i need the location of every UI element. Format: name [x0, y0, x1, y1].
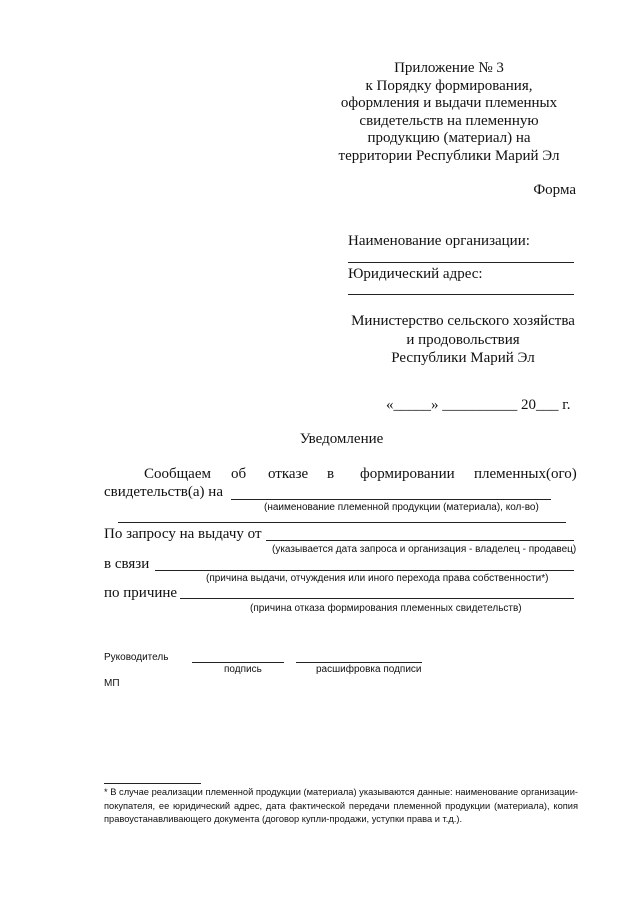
- product-field-continued[interactable]: [118, 522, 566, 523]
- annex-line: свидетельств на племенную: [359, 112, 539, 129]
- recipient-line: Республики Марий Эл: [391, 350, 535, 366]
- reason-label: по причине: [104, 585, 178, 601]
- hint-product: (наименование племенной продукции (материала), кол-во): [264, 502, 539, 513]
- organization-block: [348, 233, 530, 250]
- product-field[interactable]: [231, 499, 551, 500]
- request-label: По запросу на выдачу от: [104, 526, 262, 542]
- footnote-separator: [104, 783, 201, 784]
- signature-decode-field[interactable]: [296, 662, 422, 663]
- annex-line: оформления и выдачи племенных: [340, 95, 558, 111]
- para-word: Сообщаем: [144, 466, 211, 482]
- hint-relation: (причина выдачи, отчуждения или иного перехода права собственности*): [206, 573, 549, 584]
- document-title: Уведомление: [299, 431, 384, 447]
- reason-field[interactable]: [180, 598, 574, 599]
- annex-line: продукцию (материал) на: [367, 130, 531, 146]
- stamp-label: МП: [104, 678, 120, 689]
- recipient-block: [344, 312, 582, 368]
- relation-field[interactable]: [155, 570, 574, 571]
- organization-name-field[interactable]: [348, 262, 574, 263]
- date-line: «_____» __________ 20___ г.: [386, 397, 571, 413]
- legal-address-field[interactable]: [348, 294, 574, 295]
- recipient-line: Министерство сельского хозяйства: [351, 313, 575, 329]
- head-label: Руководитель: [104, 652, 169, 663]
- para-word: племенных(ого): [474, 466, 577, 482]
- signature-hint: подпись: [224, 664, 262, 675]
- decode-hint: расшифровка подписи: [316, 664, 422, 675]
- legal-address-label: Юридический адрес:: [348, 266, 483, 282]
- relation-label: в связи: [104, 556, 150, 572]
- annex-line: Приложение № 3: [394, 60, 504, 76]
- annex-line: к Порядку формирования,: [365, 77, 533, 94]
- annex-line: территории Республики Марий Эл: [338, 147, 560, 164]
- para-word: об: [231, 466, 247, 482]
- para-word: в: [327, 466, 335, 482]
- organization-name-label: Наименование организации:: [348, 233, 530, 249]
- annex-header: [330, 60, 568, 165]
- footnote-text: * В случае реализации племенной продукции (материала) указываются данные: наименование организации-покупателя, ее юридический адрес, дата фактической передачи племенной продукции (материала), копия правоустанавливающего документа (договор купли-продажи, уступки права и т.д.).: [104, 787, 578, 824]
- signature-field[interactable]: [192, 662, 284, 663]
- hint-reason: (причина отказа формирования племенных свидетельств): [250, 603, 522, 614]
- para-word: отказе: [268, 466, 309, 482]
- recipient-line: и продовольствия: [406, 331, 520, 348]
- para-word: формировании: [360, 466, 455, 482]
- para-line2: свидетельств(а) на: [104, 484, 223, 500]
- form-label: Форма: [533, 182, 576, 198]
- hint-request: (указывается дата запроса и организация - владелец - продавец): [272, 544, 577, 555]
- request-field[interactable]: [266, 540, 574, 541]
